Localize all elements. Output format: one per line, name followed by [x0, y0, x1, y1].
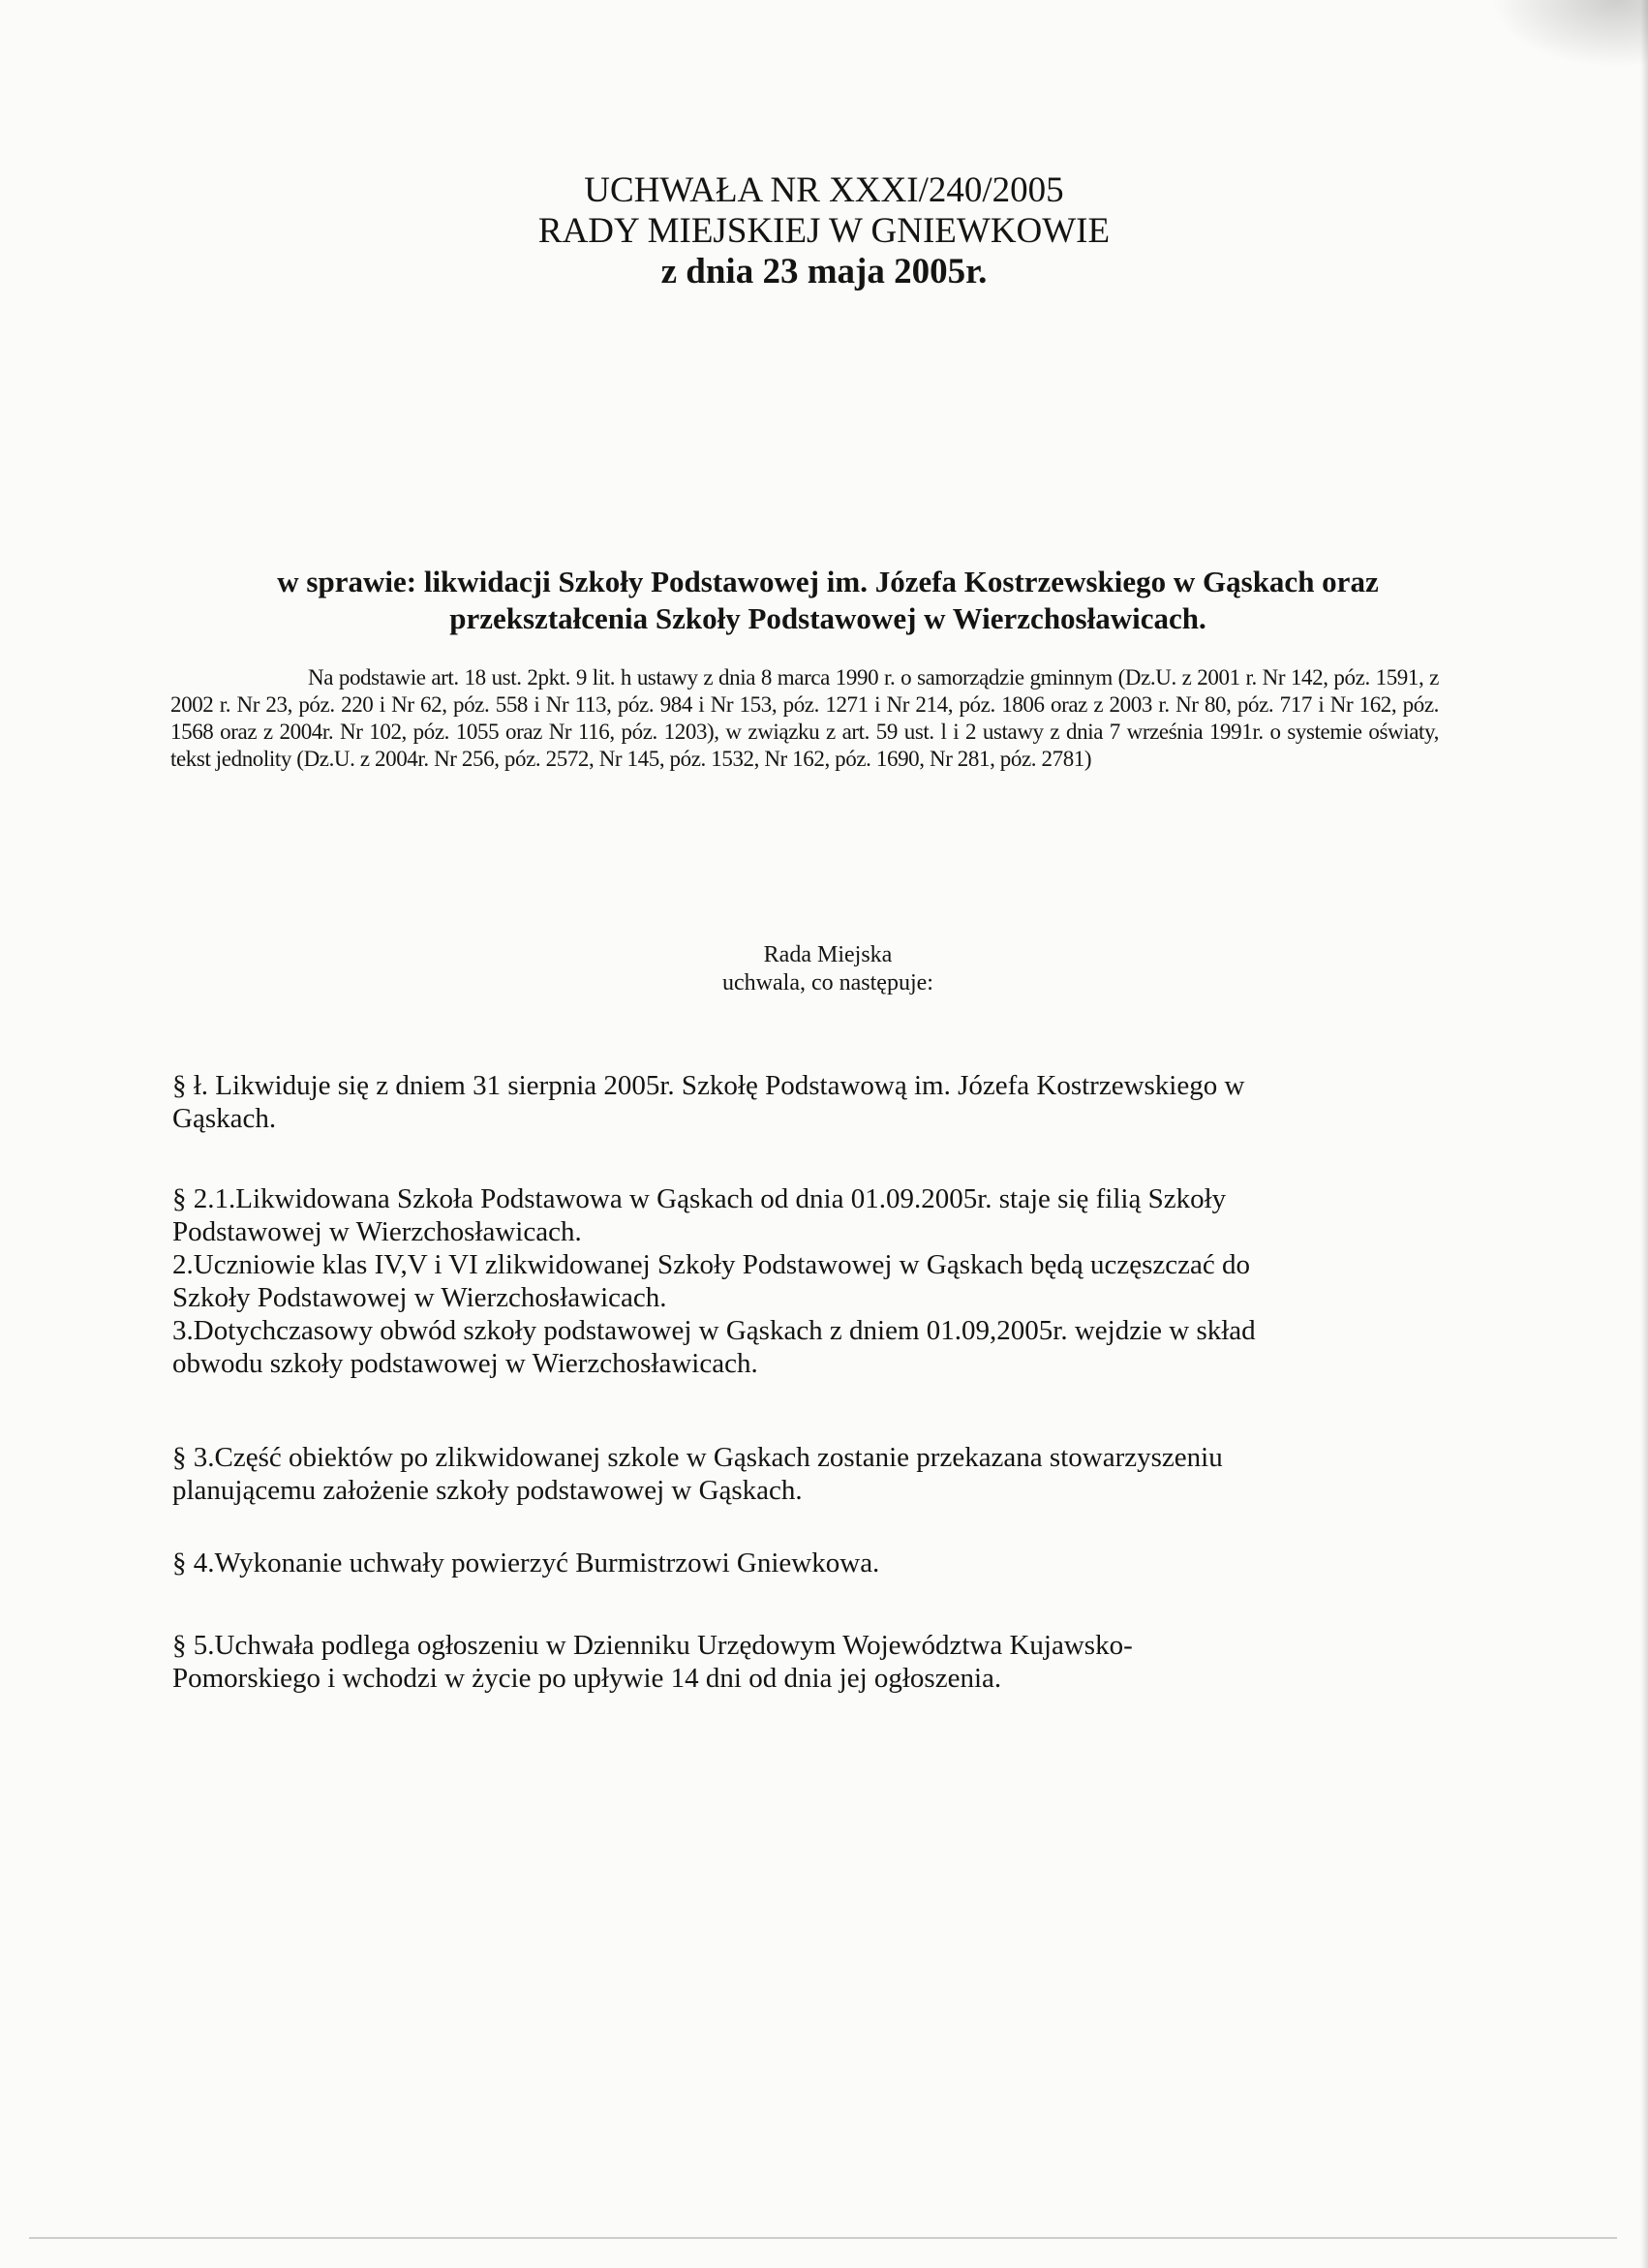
paragraph-2-line-4: Szkoły Podstawowej w Wierzchosławicach.	[172, 1282, 667, 1313]
council-name: RADY MIEJSKIEJ W GNIEWKOWIE	[537, 211, 1111, 251]
paragraph-2-line-6: obwodu szkoły podstawowej w Wierzchosławicach.	[172, 1348, 758, 1379]
resolution-number: UCHWAŁA NR XXXI/240/2005	[584, 170, 1064, 210]
paragraph-3-line-1: § 3.Część obiektów po zlikwidowanej szkole w Gąskach zostanie przekazana stowarzyszeniu	[172, 1442, 1223, 1473]
paragraph-2-line-1: § 2.1.Likwidowana Szkoła Podstawowa w Gąskach od dnia 01.09.2005r. staje się filią Szkoły	[172, 1183, 1227, 1214]
paragraph-4	[172, 1547, 1431, 1579]
scan-shadow	[1491, 0, 1648, 68]
resolution-subject	[169, 564, 1486, 637]
paragraph-1	[172, 1069, 1431, 1135]
legal-basis: Na podstawie art. 18 ust. 2pkt. 9 lit. h ustawy z dnia 8 marca 1990 r. o samorządzie gminnym (Dz.U. z 2001 r. Nr 142, póz. 1591, z 2002 r. Nr 23, póz. 220 i Nr 62, póz. 558 i Nr 113, póz. 984 i Nr 153, póz. 1271 i Nr 214, póz. 1806 oraz z 2003 r. Nr 80, póz. 717 i Nr 162, póz. 1568 oraz z 2004r. Nr 102, póz. 1055 oraz Nr 116, póz. 1203), w związku z art. 59 ust. l i 2 ustawy z dnia 7 września 1991r. o systemie oświaty, tekst jednolity (Dz.U. z 2004r. Nr 256, póz. 2572, Nr 145, póz. 1532, Nr 162, póz. 1690, Nr 281, póz. 2781)	[170, 665, 1439, 771]
resolves-label: uchwala, co następuje:	[722, 970, 933, 996]
paragraph-3	[172, 1441, 1431, 1507]
paragraph-5-line-1: § 5.Uchwała podlega ogłoszeniu w Dzienniku Urzędowym Województwa Kujawsko-	[172, 1630, 1133, 1661]
paragraph-2-line-5: 3.Dotychczasowy obwód szkoły podstawowej w Gąskach z dniem 01.09,2005r. wejdzie w skład	[172, 1315, 1256, 1346]
paragraph-4-line-1: § 4.Wykonanie uchwały powierzyć Burmistrzowi Gniewkowa.	[172, 1548, 880, 1578]
scan-edge-shadow	[1640, 0, 1648, 2268]
paragraph-5-line-2: Pomorskiego i wchodzi w życie po upływie 14 dni od dnia jej ogłoszenia.	[172, 1663, 1002, 1694]
paragraph-1-line-1: § ł. Likwiduje się z dniem 31 sierpnia 2005r. Szkołę Podstawową im. Józefa Kostrzewskiego w	[172, 1070, 1245, 1101]
council-resolves	[0, 941, 1648, 997]
paragraph-2	[172, 1182, 1431, 1380]
council-label: Rada Miejska	[763, 942, 893, 967]
paragraph-3-line-2: planującemu założenie szkoły podstawowej w Gąskach.	[172, 1475, 803, 1506]
subject-line-2: przekształcenia Szkoły Podstawowej w Wierzchosławicach.	[449, 601, 1206, 635]
paragraph-2-line-2: Podstawowej w Wierzchosławicach.	[172, 1216, 582, 1247]
paragraph-1-line-2: Gąskach.	[172, 1103, 277, 1134]
scan-bottom-line	[29, 2237, 1617, 2239]
resolution-date: z dnia 23 maja 2005r.	[660, 252, 988, 291]
resolution-header	[0, 170, 1648, 292]
paragraph-2-line-3: 2.Uczniowie klas IV,V i VI zlikwidowanej Szkoły Podstawowej w Gąskach będą uczęszczać do	[172, 1249, 1250, 1280]
paragraph-5	[172, 1629, 1431, 1695]
subject-line-1: w sprawie: likwidacji Szkoły Podstawowej im. Józefa Kostrzewskiego w Gąskach oraz	[277, 565, 1379, 598]
